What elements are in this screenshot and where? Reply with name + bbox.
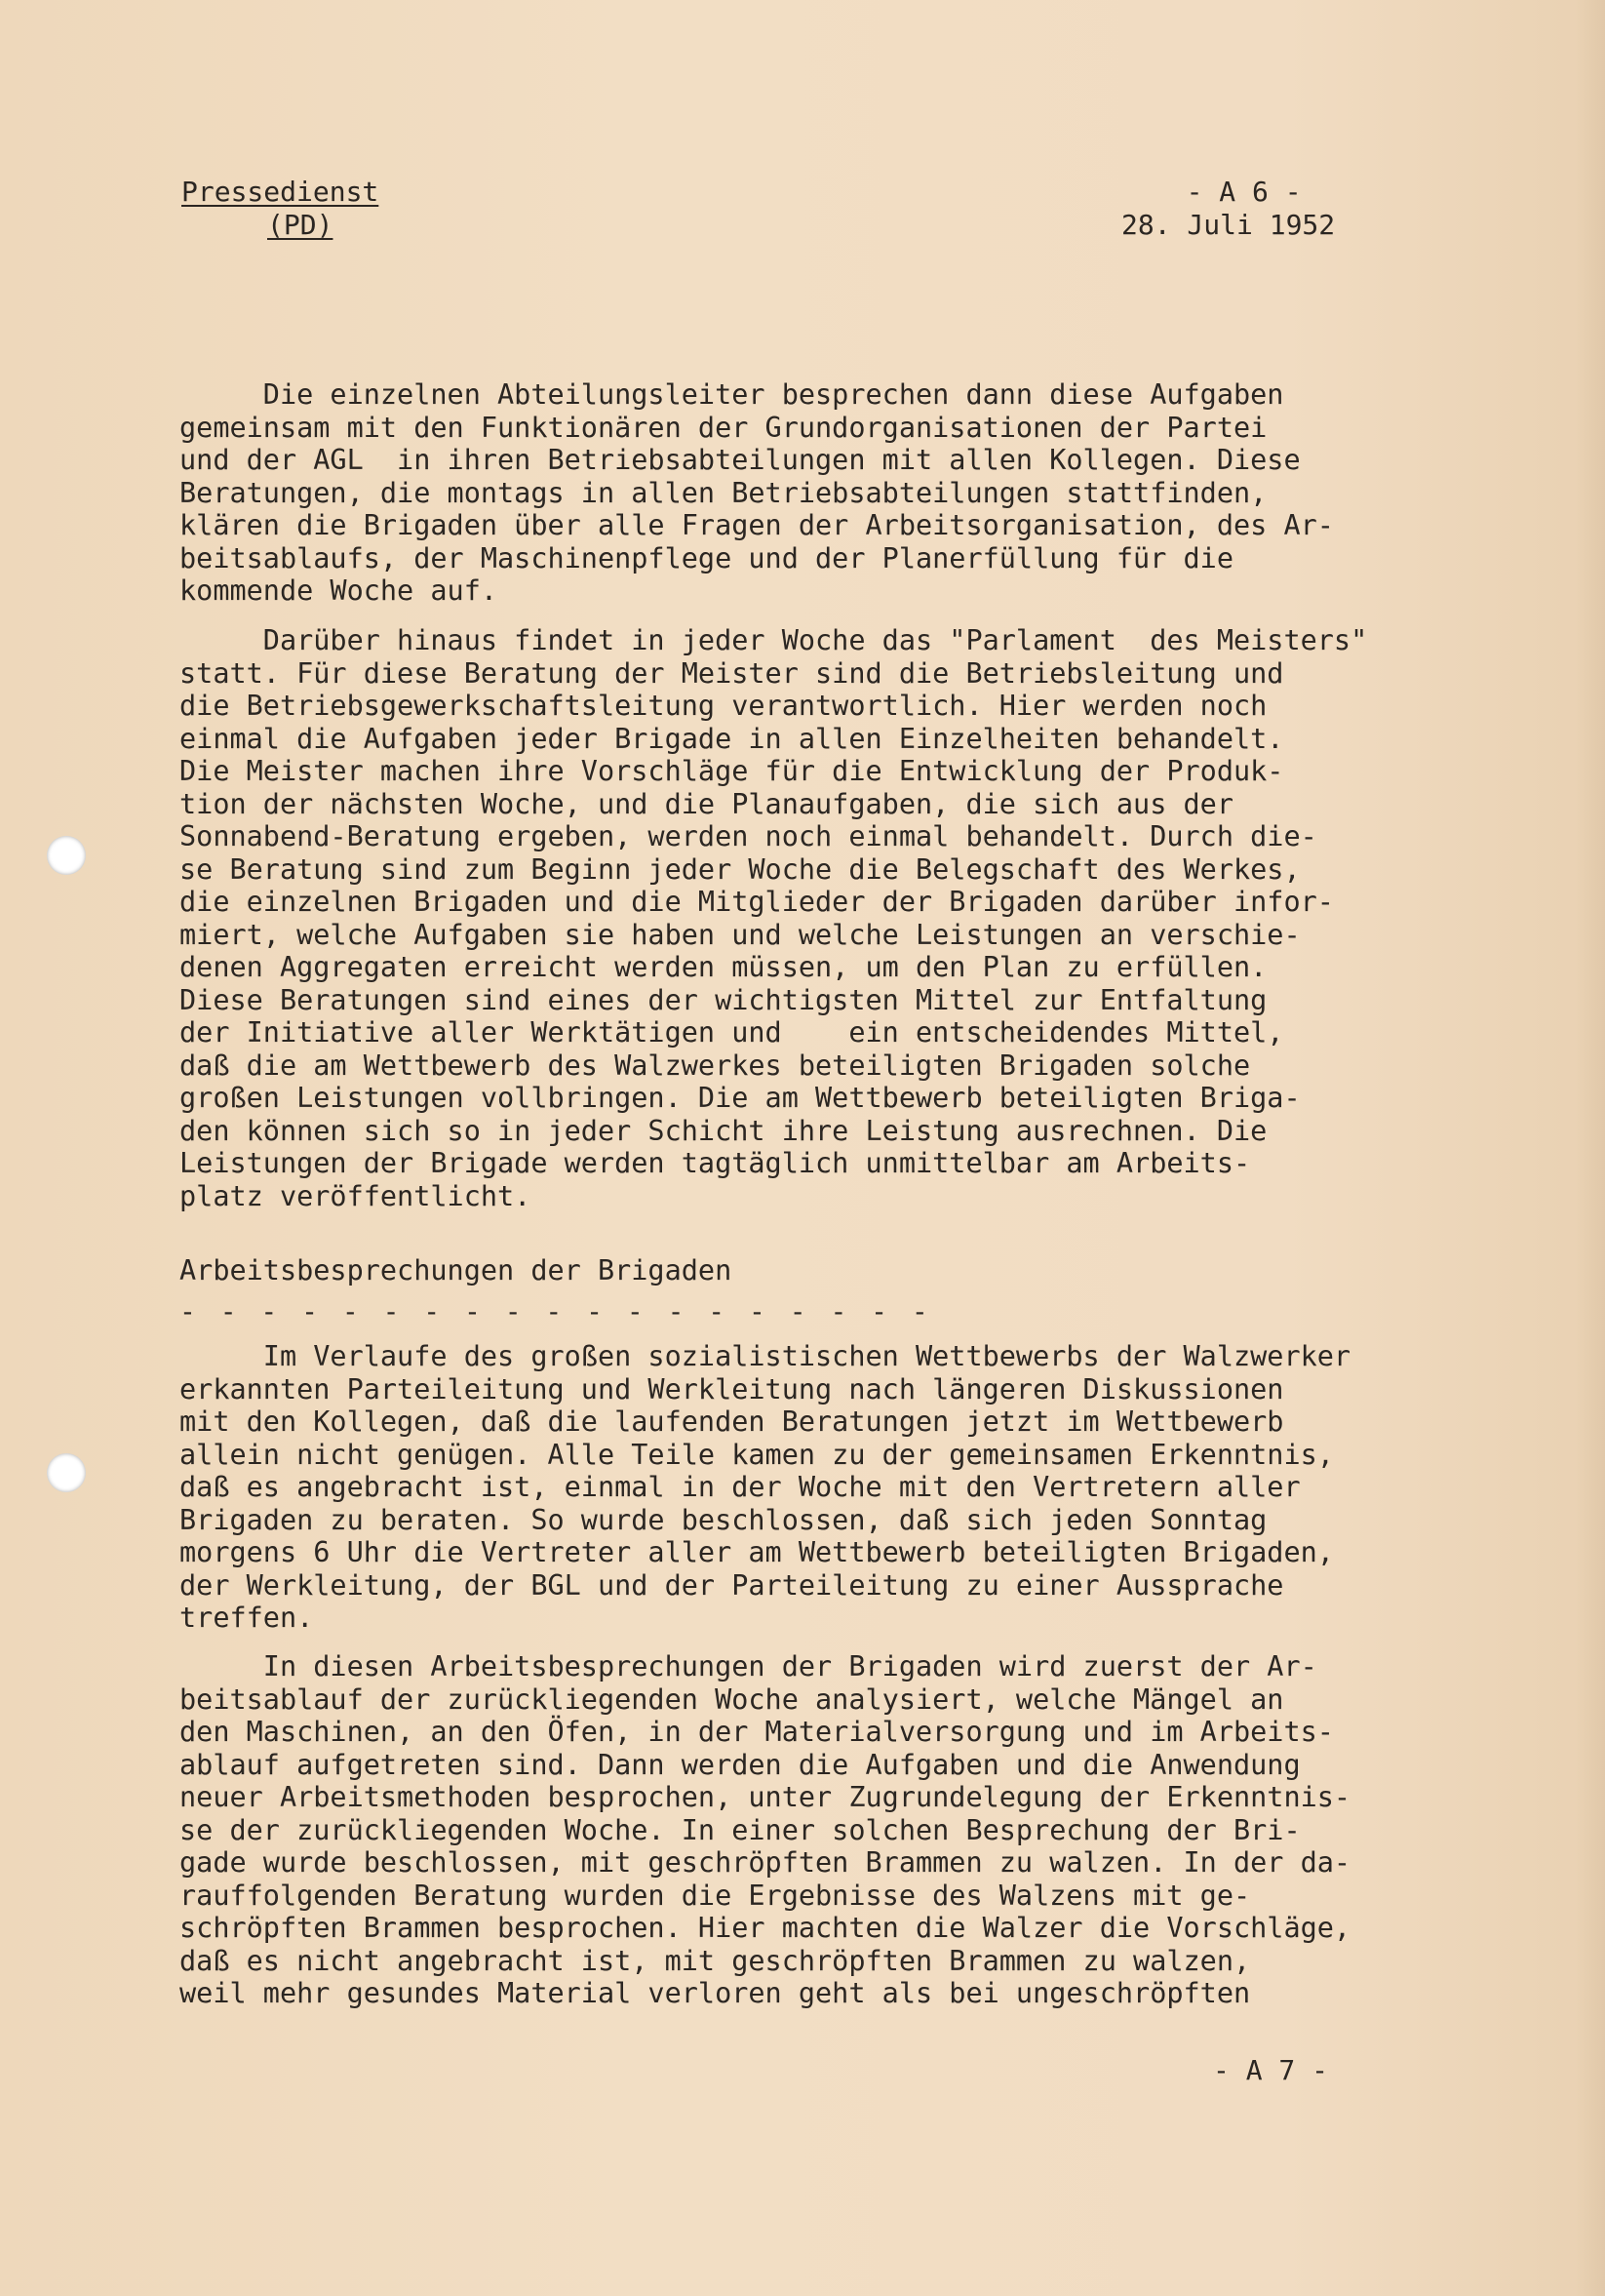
press-service-header <box>181 176 378 242</box>
document-date: 28. Juli 1952 <box>1121 209 1336 241</box>
punch-hole <box>47 1453 86 1492</box>
page-edge-shadow <box>1576 0 1605 2296</box>
paragraph-1: Die einzelnen Abteilungsleiter besprechen dann diese Aufgaben gemeinsam mit den Funktionären der Grundorganisationen der Partei und der AGL in ihren Betriebsabteilungen mit allen Kollegen. Diese Beratungen, die montags in allen Betriebsabteilungen stattfinden, klären die Brigaden über alle Fragen der Arbeitsorganisation, des Ar- beitsablaufs, der Maschinenpflege und der Planerfüllung für die kommende Woche auf. <box>179 378 1334 607</box>
press-service-abbrev: (PD) <box>267 209 333 241</box>
paragraph-2: Darüber hinaus findet in jeder Woche das "Parlament des Meisters" statt. Für diese Beratung der Meister sind die Betriebsleitung und die Betriebsgewerkschaftsleitung verantwortlich. Hier werden noch einmal die Aufgaben jeder Brigade in allen Einzelheiten behandelt. Die Meister machen ihre Vorschläge für die Entwicklung der Produk- tion der nächsten Woche, und die Planaufgaben, die sich aus der Sonnabend-Beratung ergeben, werden noch einmal behandelt. Durch die- se Beratung sind zum Beginn jeder Woche die Belegschaft des Werkes, die einzelnen Brigaden und die Mitglieder der Brigaden darüber infor- miert, welche Aufgaben sie haben und welche Leistungen an verschie- denen Aggregaten erreicht werden müssen, um den Plan zu erfüllen. Diese Beratungen sind eines der wichtigsten Mittel zur Entfaltung der Initiative aller Werktätigen und ein entscheidendes Mittel, daß die am Wettbewerb des Walzwerkes beteiligten Brigaden solche großen Leistungen vollbringen. Die am Wettbewerb beteiligten Briga- den können sich so in jeder Schicht ihre Leistung ausrechnen. Die Leistungen der Brigade werden tagtäglich unmittelbar am Arbeits- platz veröffentlicht. <box>179 624 1368 1212</box>
paragraph-4: In diesen Arbeitsbesprechungen der Brigaden wird zuerst der Ar- beitsablauf der zurückliegenden Woche analysiert, welche Mängel an den Maschinen, an den Öfen, in der Materialversorgung und im Arbeits- ablauf aufgetreten sind. Dann werden die Aufgaben und die Anwendung neuer Arbeitsmethoden besprochen, unter Zugrundelegung der Erkenntnis- se der zurückliegenden Woche. In einer solchen Besprechung der Bri- gade wurde beschlossen, mit geschröpften Brammen zu walzen. In der da- rauffolgenden Beratung wurden die Ergebnisse des Walzens mit ge- schröpften Brammen besprochen. Hier machten die Walzer die Vorschläge, daß es nicht angebracht ist, mit geschröpften Brammen zu walzen, weil mehr gesundes Material verloren geht als bei ungeschröpften <box>179 1650 1351 2009</box>
next-page-marker: - A 7 - <box>1213 2054 1329 2086</box>
page-header-right <box>1121 176 1335 242</box>
heading-underline: - - - - - - - - - - - - - - - - - - - <box>179 1295 932 1327</box>
page-marker: - A 6 - <box>1186 176 1302 208</box>
press-service-label: Pressedienst <box>181 176 379 208</box>
section-heading: Arbeitsbesprechungen der Brigaden <box>179 1254 732 1287</box>
paragraph-3: Im Verlaufe des großen sozialistischen Wettbewerbs der Walzwerker erkannten Parteileitung und Werkleitung nach längeren Diskussionen mit den Kollegen, daß die laufenden Beratungen jetzt im Wettbewerb allein nicht genügen. Alle Teile kamen zu der gemeinsamen Erkenntnis, daß es angebracht ist, einmal in der Woche mit den Vertretern aller Brigaden zu beraten. So wurde beschlossen, daß sich jeden Sonntag morgens 6 Uhr die Vertreter aller am Wettbewerb beteiligten Brigaden, der Werkleitung, der BGL und der Parteileitung zu einer Aussprache treffen. <box>179 1340 1351 1634</box>
punch-hole <box>47 836 86 875</box>
